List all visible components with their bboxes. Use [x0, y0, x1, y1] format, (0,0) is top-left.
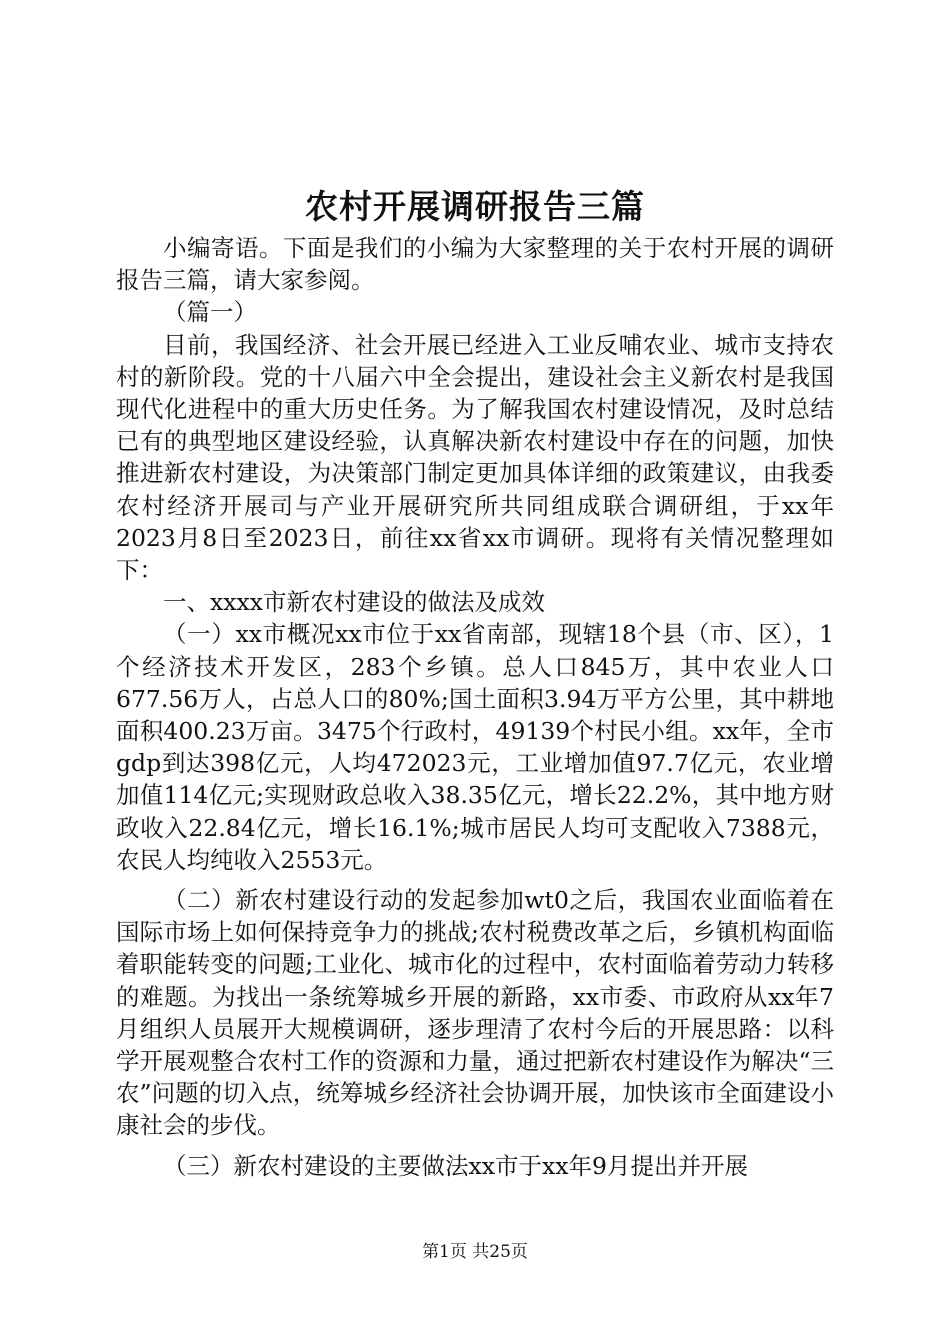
overview-paragraph: （一）xx市概况xx市位于xx省南部，现辖18个县（市、区），1个经济技术开发区，283个乡镇。总人口845万，其中农业人口677.56万人，占总人口的80%;国土面积3.94万平方公里，其中耕地面积400.23万亩。3475个行政村，49139个村民小组。xx年，全市gdp到达398亿元，人均472023元，工业增加值97.7亿元，农业增加值114亿元;实现财政总收入38.35亿元，增长22.2%，其中地方财政收入22.84亿元，增长16.1%;城市居民人均可支配收入7388元，农民人均纯收入2553元。: [116, 620, 834, 874]
section-heading-1: 一、xxxx市新农村建设的做法及成效: [163, 588, 546, 617]
document-title: 农村开展调研报告三篇: [305, 187, 645, 226]
page-number-footer: 第1页 共25页: [422, 1242, 528, 1262]
background-paragraph: 目前，我国经济、社会开展已经进入工业反哺农业、城市支持农村的新阶段。党的十八届六中全会提出，建设社会主义新农村是我国现代化进程中的重大历史任务。为了解我国农村建设情况，及时总结已有的典型地区建设经验，认真解决新农村建设中存在的问题，加快推进新农村建设，为决策部门制定更加具体详细的政策建议，由我委农村经济开展司与产业开展研究所共同组成联合调研组，于xx年2023月8日至2023日，前往xx省xx市调研。现将有关情况整理如下：: [116, 330, 834, 585]
intro-paragraph: 小编寄语。下面是我们的小编为大家整理的关于农村开展的调研报告三篇，请大家参阅。: [116, 234, 834, 295]
initiative-paragraph: （二）新农村建设行动的发起参加wt0之后，我国农业面临着在国际市场上如何保持竞争力的挑战;农村税费改革之后，乡镇机构面临着职能转变的问题;工业化、城市化的过程中，农村面临着劳动力转移的难题。为找出一条统筹城乡开展的新路，xx市委、市政府从xx年7月组织人员展开大规模调研，逐步理清了农村今后的开展思路：以科学开展观整合农村工作的资源和力量，通过把新农村建设作为解决“三农”问题的切入点，统筹城乡经济社会协调开展，加快该市全面建设小康社会的步伐。: [116, 886, 834, 1140]
section-heading-part-one: （篇一）: [163, 298, 257, 327]
document-body: [116, 232, 834, 1182]
practice-paragraph: （三）新农村建设的主要做法xx市于xx年9月提出并开展: [163, 1151, 748, 1180]
